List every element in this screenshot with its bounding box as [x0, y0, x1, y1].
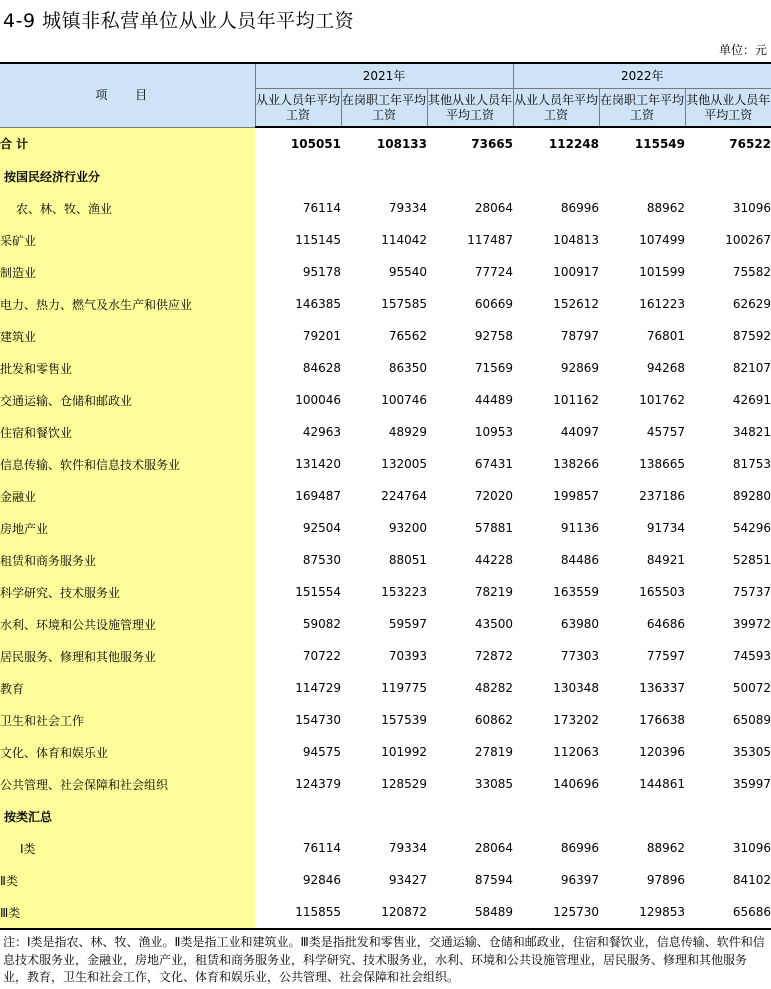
- value-cell: 100746: [381, 393, 427, 407]
- row-label: 文化、体育和娱乐业: [0, 736, 255, 768]
- column-header: 从业人员年平均工资: [255, 89, 341, 128]
- value-cell: 75582: [732, 265, 771, 279]
- value-cell: 100046: [295, 393, 341, 407]
- column-header: 从业人员年平均工资: [513, 89, 599, 128]
- value-cell: 63980: [560, 617, 599, 631]
- footnote: 注：Ⅰ类是指农、林、牧、渔业。Ⅱ类是指工业和建筑业。Ⅲ类是指批发和零售业，交通运输、仓储和邮政业，住宿和餐饮业，信息传输、软件和信息技术服务业，金融业，房地产业，租赁和商务服务业，科学研究、技术服务业，水利、环境和公共设施管理业，居民服务、修理和其他服务业，教育，卫生和社会工作，文化、体育和娱乐业，公共管理、社会保障和社会组织。: [3, 935, 765, 984]
- value-cell: 161223: [639, 297, 685, 311]
- value-cell: 54296: [732, 521, 771, 535]
- value-cell: 114042: [381, 233, 427, 247]
- value-cell: 93200: [388, 521, 427, 535]
- section-row: [0, 160, 771, 192]
- value-cell: 62629: [732, 297, 771, 311]
- value-cell: 154730: [295, 713, 341, 727]
- value-cell: 76114: [302, 201, 341, 215]
- row-label: 建筑业: [0, 320, 255, 352]
- value-cell: 93427: [388, 873, 427, 887]
- value-cell: 173202: [553, 713, 599, 727]
- row-label: 金融业: [0, 480, 255, 512]
- column-header: 其他从业人员年平均工资: [685, 89, 771, 128]
- value-cell: 88051: [388, 553, 427, 567]
- wage-table: [0, 62, 771, 930]
- value-cell: 60862: [474, 713, 513, 727]
- value-cell: 105051: [290, 137, 341, 151]
- table-row: [0, 224, 771, 256]
- value-cell: 89280: [732, 489, 771, 503]
- value-cell: 237186: [639, 489, 685, 503]
- value-cell: 42691: [732, 393, 771, 407]
- value-cell: 75737: [732, 585, 771, 599]
- value-cell: 27819: [474, 745, 513, 759]
- value-cell: 86996: [560, 841, 599, 855]
- table-row: [0, 544, 771, 576]
- value-cell: 165503: [639, 585, 685, 599]
- value-cell: 64686: [646, 617, 685, 631]
- value-cell: 169487: [295, 489, 341, 503]
- value-cell: 72020: [474, 489, 513, 503]
- value-cell: 128529: [381, 777, 427, 791]
- row-label: 公共管理、社会保障和社会组织: [0, 768, 255, 800]
- table-row: [0, 768, 771, 800]
- value-cell: 101992: [381, 745, 427, 759]
- value-cell: 101762: [639, 393, 685, 407]
- value-cell: 199857: [553, 489, 599, 503]
- value-cell: 117487: [467, 233, 513, 247]
- value-cell: 129853: [599, 896, 685, 929]
- value-cell: 157585: [381, 297, 427, 311]
- value-cell: 78219: [474, 585, 513, 599]
- value-cell: 144861: [639, 777, 685, 791]
- value-cell: 79334: [388, 841, 427, 855]
- row-label: 教育: [0, 672, 255, 704]
- table-row: [0, 704, 771, 736]
- value-cell: 91734: [646, 521, 685, 535]
- value-cell: 59597: [388, 617, 427, 631]
- value-cell: 33085: [474, 777, 513, 791]
- value-cell: 92846: [302, 873, 341, 887]
- value-cell: 92758: [474, 329, 513, 343]
- value-cell: 35305: [732, 745, 771, 759]
- value-cell: 101599: [639, 265, 685, 279]
- value-cell: 74593: [732, 649, 771, 663]
- row-label: 卫生和社会工作: [0, 704, 255, 736]
- value-cell: 76114: [302, 841, 341, 855]
- table-row: [0, 320, 771, 352]
- value-cell: 87594: [474, 873, 513, 887]
- table-row: [0, 416, 771, 448]
- row-label: 按国民经济行业分: [0, 160, 255, 192]
- value-cell: 76562: [388, 329, 427, 343]
- value-cell: 120872: [341, 896, 427, 929]
- value-cell: 65089: [732, 713, 771, 727]
- row-label: 交通运输、仓储和邮政业: [0, 384, 255, 416]
- value-cell: 138266: [553, 457, 599, 471]
- value-cell: [599, 160, 685, 192]
- value-cell: 84102: [732, 873, 771, 887]
- value-cell: [255, 800, 341, 832]
- value-cell: 101162: [553, 393, 599, 407]
- row-label: 制造业: [0, 256, 255, 288]
- value-cell: 44097: [560, 425, 599, 439]
- value-cell: 108133: [376, 137, 427, 151]
- value-cell: 100917: [553, 265, 599, 279]
- row-label: 采矿业: [0, 224, 255, 256]
- value-cell: 82107: [732, 361, 771, 375]
- table-row: [0, 512, 771, 544]
- table-row: [0, 576, 771, 608]
- value-cell: 86350: [388, 361, 427, 375]
- value-cell: 100267: [725, 233, 771, 247]
- value-cell: 94575: [302, 745, 341, 759]
- row-label: 按类汇总: [0, 800, 255, 832]
- row-label: 农、林、牧、渔业: [0, 192, 255, 224]
- row-label: 租赁和商务服务业: [0, 544, 255, 576]
- section-row: [0, 800, 771, 832]
- row-label: 水利、环境和公共设施管理业: [0, 608, 255, 640]
- value-cell: 140696: [553, 777, 599, 791]
- value-cell: [255, 160, 341, 192]
- value-cell: 50072: [732, 681, 771, 695]
- value-cell: 77303: [560, 649, 599, 663]
- value-cell: 65686: [685, 896, 771, 929]
- value-cell: [427, 800, 513, 832]
- value-cell: 31096: [732, 841, 771, 855]
- value-cell: 77597: [646, 649, 685, 663]
- value-cell: 146385: [295, 297, 341, 311]
- page-title: 4-9 城镇非私营单位从业人员年平均工资: [3, 10, 355, 32]
- value-cell: 97896: [646, 873, 685, 887]
- value-cell: 43500: [474, 617, 513, 631]
- value-cell: 70393: [388, 649, 427, 663]
- value-cell: 88962: [646, 841, 685, 855]
- value-cell: [427, 160, 513, 192]
- table-body: [0, 127, 771, 929]
- value-cell: 176638: [639, 713, 685, 727]
- value-cell: 52851: [732, 553, 771, 567]
- value-cell: 39972: [732, 617, 771, 631]
- row-label: 电力、热力、燃气及水生产和供应业: [0, 288, 255, 320]
- column-header: 在岗职工年平均工资: [599, 89, 685, 128]
- value-cell: 151554: [295, 585, 341, 599]
- value-cell: 120396: [639, 745, 685, 759]
- value-cell: 107499: [639, 233, 685, 247]
- value-cell: 28064: [474, 841, 513, 855]
- value-cell: 91136: [560, 521, 599, 535]
- value-cell: 81753: [732, 457, 771, 471]
- value-cell: 157539: [381, 713, 427, 727]
- table-row: [0, 608, 771, 640]
- value-cell: 42963: [302, 425, 341, 439]
- row-label: 信息传输、软件和信息技术服务业: [0, 448, 255, 480]
- year-header-2021: 2021年: [255, 63, 513, 89]
- value-cell: [685, 800, 771, 832]
- year-header-2022: 2022年: [513, 63, 771, 89]
- value-cell: 224764: [381, 489, 427, 503]
- value-cell: 45757: [646, 425, 685, 439]
- table-row: [0, 896, 771, 929]
- value-cell: 44489: [474, 393, 513, 407]
- row-label: 居民服务、修理和其他服务业: [0, 640, 255, 672]
- value-cell: 35997: [732, 777, 771, 791]
- item-header: 项 目: [0, 63, 255, 127]
- value-cell: 28064: [474, 201, 513, 215]
- value-cell: 132005: [381, 457, 427, 471]
- value-cell: 115145: [295, 233, 341, 247]
- value-cell: 112063: [553, 745, 599, 759]
- value-cell: 44228: [474, 553, 513, 567]
- value-cell: 96397: [560, 873, 599, 887]
- value-cell: 86996: [560, 201, 599, 215]
- value-cell: 76522: [729, 137, 771, 151]
- row-label: Ⅰ类: [0, 832, 255, 864]
- value-cell: 104813: [553, 233, 599, 247]
- value-cell: 115855: [255, 896, 341, 929]
- row-label: Ⅱ类: [0, 864, 255, 896]
- row-label: 合 计: [0, 127, 255, 160]
- value-cell: 87592: [732, 329, 771, 343]
- value-cell: 70722: [302, 649, 341, 663]
- value-cell: 124379: [295, 777, 341, 791]
- value-cell: 71569: [474, 361, 513, 375]
- value-cell: 73665: [471, 137, 513, 151]
- table-row: [0, 736, 771, 768]
- value-cell: 138665: [639, 457, 685, 471]
- value-cell: 92869: [560, 361, 599, 375]
- value-cell: 10953: [474, 425, 513, 439]
- value-cell: 92504: [302, 521, 341, 535]
- value-cell: 115549: [634, 137, 685, 151]
- column-header: 在岗职工年平均工资: [341, 89, 427, 128]
- value-cell: 87530: [302, 553, 341, 567]
- value-cell: 48929: [388, 425, 427, 439]
- table-row: [0, 352, 771, 384]
- value-cell: 84628: [302, 361, 341, 375]
- value-cell: 77724: [474, 265, 513, 279]
- table-row: [0, 864, 771, 896]
- value-cell: 72872: [474, 649, 513, 663]
- value-cell: [513, 160, 599, 192]
- value-cell: 78797: [560, 329, 599, 343]
- value-cell: [599, 800, 685, 832]
- row-label: 科学研究、技术服务业: [0, 576, 255, 608]
- value-cell: 94268: [646, 361, 685, 375]
- value-cell: 34821: [732, 425, 771, 439]
- header-row-years: [0, 63, 771, 89]
- value-cell: 95540: [388, 265, 427, 279]
- table-row: [0, 288, 771, 320]
- table-row: [0, 672, 771, 704]
- value-cell: 112248: [548, 137, 599, 151]
- value-cell: [341, 160, 427, 192]
- value-cell: 76801: [646, 329, 685, 343]
- table-row: [0, 256, 771, 288]
- table-row: [0, 832, 771, 864]
- unit-label: 单位：元: [718, 43, 767, 57]
- value-cell: 125730: [513, 896, 599, 929]
- value-cell: 67431: [474, 457, 513, 471]
- total-row: [0, 127, 771, 160]
- value-cell: 84486: [560, 553, 599, 567]
- value-cell: 57881: [474, 521, 513, 535]
- row-label: Ⅲ类: [0, 896, 255, 929]
- value-cell: 58489: [427, 896, 513, 929]
- table-row: [0, 480, 771, 512]
- row-label: 住宿和餐饮业: [0, 416, 255, 448]
- column-header: 其他从业人员年平均工资: [427, 89, 513, 128]
- table-row: [0, 640, 771, 672]
- value-cell: [685, 160, 771, 192]
- table-row: [0, 192, 771, 224]
- value-cell: [513, 800, 599, 832]
- value-cell: 152612: [553, 297, 599, 311]
- value-cell: 95178: [302, 265, 341, 279]
- value-cell: 79334: [388, 201, 427, 215]
- value-cell: 31096: [732, 201, 771, 215]
- value-cell: 130348: [553, 681, 599, 695]
- value-cell: 114729: [295, 681, 341, 695]
- value-cell: 136337: [639, 681, 685, 695]
- value-cell: 163559: [553, 585, 599, 599]
- table-row: [0, 448, 771, 480]
- table-row: [0, 384, 771, 416]
- value-cell: 153223: [381, 585, 427, 599]
- row-label: 房地产业: [0, 512, 255, 544]
- value-cell: 48282: [474, 681, 513, 695]
- value-cell: 88962: [646, 201, 685, 215]
- value-cell: 131420: [295, 457, 341, 471]
- value-cell: 59082: [302, 617, 341, 631]
- value-cell: 84921: [646, 553, 685, 567]
- value-cell: 119775: [381, 681, 427, 695]
- value-cell: [341, 800, 427, 832]
- value-cell: 79201: [302, 329, 341, 343]
- row-label: 批发和零售业: [0, 352, 255, 384]
- value-cell: 60669: [474, 297, 513, 311]
